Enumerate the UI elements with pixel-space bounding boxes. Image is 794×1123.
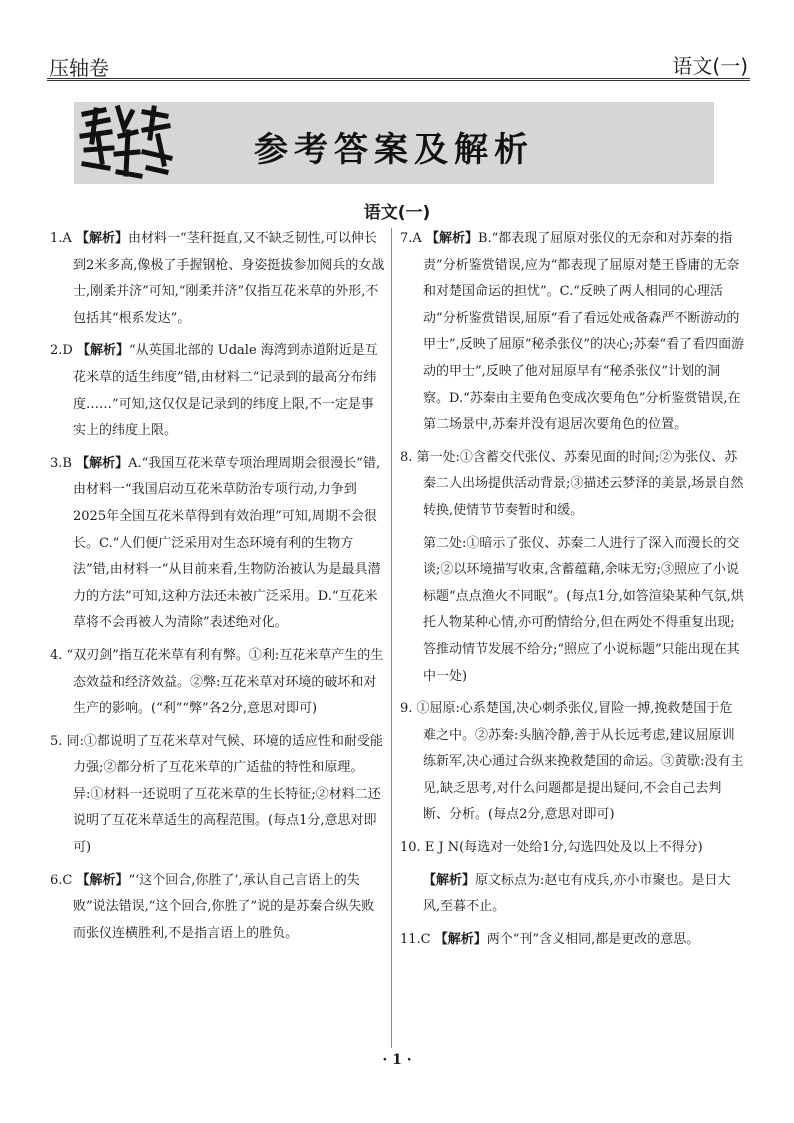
answer-item bbox=[50, 729, 385, 862]
answer-number: 8. bbox=[400, 449, 413, 465]
answer-item bbox=[50, 868, 385, 948]
left-column bbox=[50, 226, 385, 953]
answer-item bbox=[400, 226, 745, 439]
answer-item bbox=[400, 696, 745, 829]
answer-number: 2.D bbox=[50, 343, 73, 359]
analysis-tag: 【解析】 bbox=[75, 231, 128, 246]
answer-text: “‘这个回合,你胜了’,承认自己言语上的失败”说法错误,“这个回合,你胜了”说的是苏秦合纵失败而张仪连横胜利,不是指言语上的胜负。 bbox=[73, 872, 375, 941]
answer-item bbox=[400, 445, 745, 525]
analysis-tag: 【解析】 bbox=[425, 231, 478, 246]
right-column bbox=[400, 226, 745, 959]
title-banner bbox=[78, 102, 714, 184]
answer-text: 第一处:①含蓄交代张仪、苏秦见面的时间;②为张仪、苏秦二人出场提供活动背景;③描述云梦泽的美景,场景自然转换,使情节节奏暂时和缓。 bbox=[416, 449, 744, 518]
analysis-tag: 【解析】 bbox=[423, 872, 476, 888]
answer-number: 1.A bbox=[50, 231, 72, 246]
banner-title: 参考答案及解析 bbox=[254, 130, 534, 170]
answer-text: B.“都表现了屈原对张仪的无奈和对苏秦的指责”分析鉴赏错误,应为“都表现了屈原对楚王昏庸的无奈和对楚国命运的担忧”。C.“反映了两人相同的心理活动”分析鉴赏错误,屈原“看了看远处戒备森严不断游动的甲士”,反映了屈原“秘杀张仪”的决心;苏秦“看了看四面游动的甲士”,反映了他对屈原早有“秘杀张仪”计划的洞察。D.“苏秦由主要角色变成次要角色”分析鉴赏错误,在第二场景中,苏秦并没有退居次要角色的位置。 bbox=[423, 231, 745, 433]
answer-text: A.“我国互花米草专项治理周期会很漫长”错,由材料一“我国启动互花米草防治专项行动,力争到2025年全国互花米草得到有效治理”可知,周期不会很长。C.“人们便广泛采用对生态环境有利的生物方法”错,由材料一“从目前来看,生物防治被认为是最具潜力的方法”可知,这种方法还未被广泛采用。D.“互花米草将不会再被人为清除”表述绝对化。 bbox=[73, 455, 381, 631]
page-number: · 1 · bbox=[382, 1052, 412, 1068]
answer-text: 同:①都说明了互花米草对气候、环境的适应性和耐受能力强;②都分析了互花米草的广适盐的特性和原理。异:①材料一还说明了互花米草的生长特征;②材料二还说明了互花米草适生的高程范围。(每点1分,意思对即可) bbox=[66, 733, 383, 856]
column-divider bbox=[391, 228, 392, 1048]
answer-item bbox=[50, 451, 385, 637]
answer-text: 由材料一“茎秆挺直,又不缺乏韧性,可以伸长到2米多高,像极了手握钢枪、身姿挺拔参加阅兵的女战士,刚柔并济”可知,“刚柔并济”仅指互花米草的外形,不包括其“根系发达”。 bbox=[73, 231, 385, 326]
answer-item bbox=[400, 868, 745, 921]
analysis-tag: 【解析】 bbox=[434, 931, 487, 947]
header-left-label: 压轴卷 bbox=[49, 56, 109, 80]
analysis-tag: 【解析】 bbox=[76, 343, 129, 359]
seal-logo-icon bbox=[74, 102, 174, 184]
answer-item bbox=[50, 338, 385, 444]
subject-heading: 语文(一) bbox=[363, 203, 431, 223]
answer-number: 6.C bbox=[50, 872, 73, 888]
answer-number: 5. bbox=[50, 733, 63, 749]
answer-text: “双刃剑”指互花米草有利有弊。①利:互花米草产生的生态效益和经济效益。②弊:互花米草对环境的破坏和对生产的影响。(“利”“弊”各2分,意思对即可) bbox=[66, 647, 384, 717]
answer-number: 9. bbox=[400, 701, 413, 717]
answer-text: 两个“刊”含义相同,都是更改的意思。 bbox=[486, 931, 700, 947]
answer-number: 3.B bbox=[50, 455, 72, 471]
answer-number: 4. bbox=[50, 647, 63, 663]
answer-text: 第二处:①暗示了张仪、苏秦二人进行了深入而漫长的交谈;②以环境描写收束,含蓄蕴藉,余味无穷;③照应了小说标题“点点渔火不同眠”。(每点1分,如答渲染某种气氛,烘托人物某种心情,亦可酌情给分,但在两处不得重复出现;答推动情节发展不给分;“照应了小说标题”只能出现在其中一处) bbox=[423, 535, 744, 684]
analysis-tag: 【解析】 bbox=[76, 872, 129, 888]
header-right-label: 语文(一) bbox=[672, 54, 748, 78]
answer-text: ①屈原:心系楚国,决心刺杀张仪,冒险一搏,挽救楚国于危难之中。②苏秦:头脑冷静,善于从长远考虑,建议屈原训练新军,决心通过合纵来挽救楚国的命运。③黄歇:没有主见,缺乏思考,对什么问题都是提出疑问,不会自己去判断、分析。(每点2分,意思对即可) bbox=[416, 701, 744, 823]
answer-text: E J N(每选对一处给1分,勾选四处及以上不得分) bbox=[424, 840, 703, 856]
answer-number: 7.A bbox=[400, 231, 422, 246]
answer-item bbox=[400, 927, 745, 954]
answer-number: 11.C bbox=[400, 931, 431, 947]
answer-item bbox=[400, 835, 745, 862]
answer-number: 10. bbox=[400, 840, 421, 856]
analysis-tag: 【解析】 bbox=[76, 455, 129, 471]
answer-item bbox=[50, 643, 385, 723]
answer-item bbox=[50, 226, 385, 332]
answer-text: 原文标点为:赵屯有戍兵,亦小市聚也。是日大风,至暮不止。 bbox=[423, 872, 731, 915]
answer-text: “从英国北部的 Udale 海湾到赤道附近是互花米草的适生纬度”错,由材料二“记录到的最高分布纬度……”可知,这仅仅是记录到的纬度上限,不一定是事实上的纬度上限。 bbox=[73, 343, 378, 439]
answer-item bbox=[400, 531, 745, 691]
page-header bbox=[47, 44, 750, 81]
